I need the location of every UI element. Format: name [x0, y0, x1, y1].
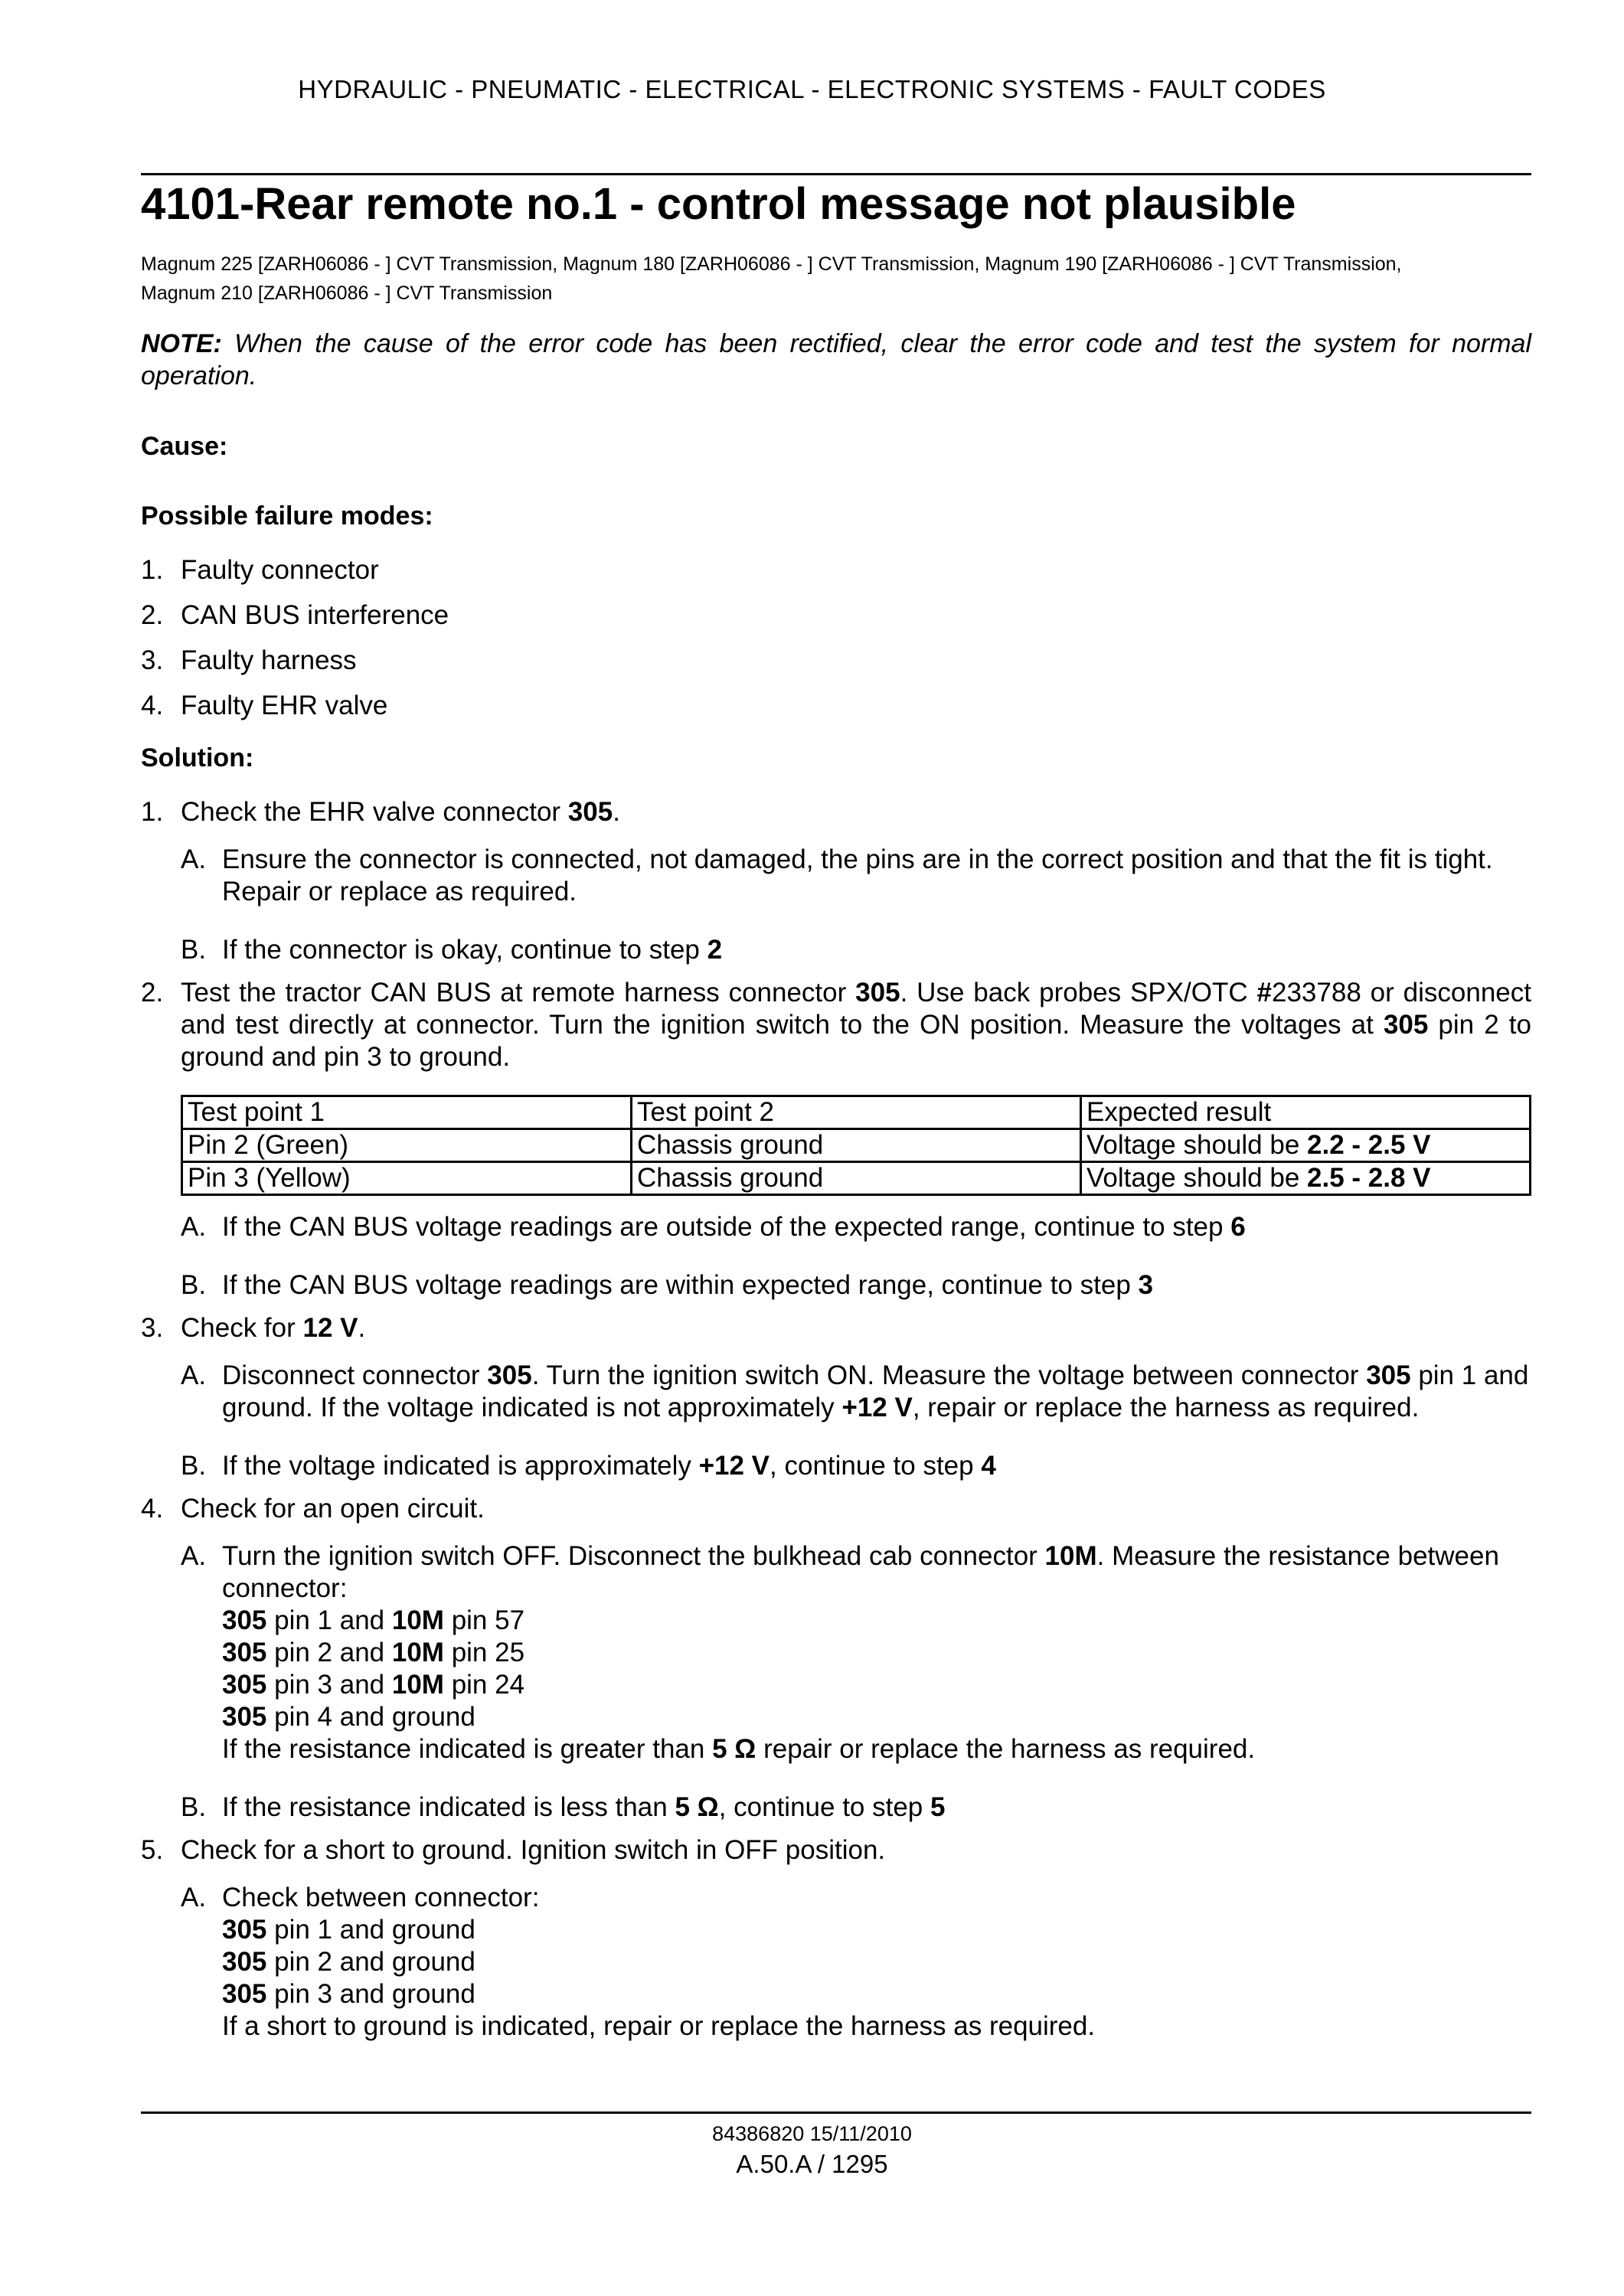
sub-step-text: Disconnect connector	[222, 1360, 488, 1390]
sub-step-a	[181, 1211, 1531, 1243]
sub-step-label: A.	[181, 1360, 207, 1390]
connector-id: 305	[567, 797, 613, 827]
step-ref: 4	[981, 1451, 996, 1481]
sub-step-text-line: Check between connector:	[222, 1883, 540, 1912]
sub-step-label: B.	[181, 935, 207, 965]
sub-step-label: A.	[181, 1541, 207, 1571]
sub-step-text-line	[222, 1540, 1531, 1605]
sub-step-text: repair or replace the harness as required.	[756, 1734, 1256, 1764]
footer-rule	[141, 2111, 1531, 2114]
voltage-range: 2.2 - 2.5 V	[1307, 1130, 1431, 1160]
item-number: 2.	[141, 600, 164, 630]
running-header: HYDRAULIC - PNEUMATIC - ELECTRICAL - ELECTRONIC SYSTEMS - FAULT CODES	[298, 75, 1326, 103]
resistance-value: 5 Ω	[712, 1734, 756, 1764]
applies-to-line: Magnum 225 [ZARH06086 - ] CVT Transmission, Magnum 180 [ZARH06086 - ] CVT Transmission, Magnum 190 [ZARH06086 - ] CVT Transmission,	[141, 253, 1402, 275]
connector-id: 305	[1383, 1010, 1429, 1040]
note	[141, 328, 1531, 392]
failure-modes-heading: Possible failure modes:	[141, 501, 433, 531]
step-number: 4.	[141, 1494, 164, 1524]
result-line: If a short to ground is indicated, repair or replace the harness as required.	[222, 2011, 1096, 2041]
connector-id: 305	[1366, 1360, 1411, 1390]
check-text: pin 4 and ground	[266, 1702, 475, 1732]
table-cell	[1081, 1162, 1531, 1195]
connector-id: 10M	[391, 1670, 444, 1700]
step-text: Check for an open circuit.	[181, 1494, 485, 1524]
page-number: A.50.A / 1295	[736, 2150, 888, 2178]
table-row	[182, 1129, 1531, 1162]
sub-steps	[181, 1211, 1531, 1302]
sub-step-a	[181, 1540, 1531, 1765]
sub-step-text: If the resistance indicated is less than	[222, 1792, 675, 1822]
sub-step-a	[181, 1882, 1531, 2043]
sub-step-text: . Measure the resistance between connector:	[222, 1541, 1499, 1603]
table-cell: Chassis ground	[632, 1129, 1081, 1162]
step-text: .	[613, 797, 620, 827]
item-number: 3.	[141, 645, 164, 675]
connector-id: 305	[222, 1605, 267, 1635]
check-text: pin 2 and	[266, 1638, 392, 1667]
check-text: pin 57	[443, 1605, 525, 1635]
connector-id: 305	[222, 1915, 267, 1945]
check-line	[222, 1701, 1531, 1733]
step-text: .	[358, 1313, 366, 1343]
hash-mark: #	[1256, 978, 1272, 1008]
sub-step-text: . Turn the ignition switch ON. Measure the voltage between connector	[531, 1360, 1367, 1390]
result-line	[222, 1733, 1531, 1765]
check-text: pin 1 and	[266, 1605, 392, 1635]
check-text: pin 3 and	[266, 1670, 392, 1700]
check-text: pin 25	[443, 1638, 525, 1667]
sub-steps	[181, 1882, 1531, 2043]
table-cell	[1081, 1129, 1531, 1162]
step-4	[141, 1493, 1531, 1824]
item-number: 1.	[141, 555, 164, 585]
table-cell: Chassis ground	[632, 1162, 1081, 1195]
sub-step-text: If the voltage indicated is approximately	[222, 1451, 699, 1481]
table-header-row	[182, 1096, 1531, 1129]
sub-step-text: Turn the ignition switch OFF. Disconnect the bulkhead cab connector	[222, 1541, 1045, 1571]
connector-id: 10M	[391, 1605, 444, 1635]
voltage-value: +12 V	[841, 1393, 913, 1422]
step-text: Check for	[181, 1313, 303, 1343]
step-text: Check for a short to ground. Ignition switch in OFF position.	[181, 1835, 886, 1865]
sub-step-text: pin 1 and ground. If the voltage indicated is not approximately	[222, 1360, 1529, 1422]
item-text: Faulty harness	[181, 645, 357, 675]
list-item	[141, 554, 1531, 586]
sub-step-text: If the CAN BUS voltage readings are outside of the expected range, continue to step	[222, 1212, 1231, 1242]
sub-steps	[181, 844, 1531, 966]
step-text: 233788 or disconnect and test directly at connector. Turn the ignition switch to the ON position. Measure the voltages at	[181, 978, 1531, 1040]
connector-id: 305	[222, 1670, 267, 1700]
step-ref: 5	[930, 1792, 946, 1822]
cell-text: Voltage should be	[1086, 1130, 1308, 1160]
sub-step-label: A.	[181, 1883, 207, 1912]
item-text: Faulty connector	[181, 555, 379, 585]
check-line	[222, 1978, 1531, 2010]
check-text: pin 24	[443, 1670, 525, 1700]
sub-step-label: B.	[181, 1270, 207, 1300]
step-number: 5.	[141, 1835, 164, 1865]
step-text: . Use back probes SPX/OTC	[900, 978, 1257, 1008]
sub-step-text: , continue to step	[718, 1792, 930, 1822]
applies-to	[141, 250, 1531, 308]
page-content	[141, 175, 1531, 2053]
test-point-table	[181, 1095, 1531, 1196]
step-number: 1.	[141, 797, 164, 827]
step-number: 3.	[141, 1313, 164, 1343]
failure-modes-list	[141, 554, 1531, 722]
step-ref: 3	[1138, 1270, 1153, 1300]
check-line	[222, 1605, 1531, 1637]
check-line	[222, 1914, 1531, 1946]
sub-step-text: , repair or replace the harness as required.	[912, 1393, 1420, 1422]
sub-step-b	[181, 1269, 1531, 1302]
list-item	[141, 599, 1531, 632]
item-number: 4.	[141, 691, 164, 720]
step-text: pin 2 to ground and pin 3 to ground.	[181, 1010, 1531, 1072]
step-5	[141, 1834, 1531, 2043]
sub-step-a	[181, 1360, 1531, 1424]
solution-heading: Solution:	[141, 743, 254, 772]
sub-step-text: If the resistance indicated is greater than	[222, 1734, 713, 1764]
list-item	[141, 690, 1531, 722]
check-text: pin 1 and ground	[266, 1915, 475, 1945]
table-cell: Pin 3 (Yellow)	[182, 1162, 632, 1195]
step-number: 2.	[141, 978, 164, 1008]
step-2	[141, 977, 1531, 1302]
sub-step-text: Ensure the connector is connected, not damaged, the pins are in the correct position and that the fit is tight. Repair or replace as required.	[222, 844, 1493, 906]
sub-step-b	[181, 934, 1531, 966]
sub-step-label: A.	[181, 844, 207, 874]
voltage-range: 2.5 - 2.8 V	[1307, 1163, 1431, 1193]
sub-step-text: If the CAN BUS voltage readings are within expected range, continue to step	[222, 1270, 1139, 1300]
item-text: CAN BUS interference	[181, 600, 449, 630]
check-line	[222, 1637, 1531, 1669]
connector-id: 10M	[391, 1638, 444, 1667]
connector-id: 305	[487, 1360, 532, 1390]
voltage-value: 12 V	[302, 1313, 358, 1343]
sub-step-b	[181, 1450, 1531, 1482]
step-3	[141, 1312, 1531, 1482]
connector-id: 305	[222, 1979, 267, 2009]
step-text: Check the EHR valve connector	[181, 797, 568, 827]
connector-id: 305	[222, 1702, 267, 1732]
sub-step-body	[222, 1882, 1531, 2043]
sub-step-label: B.	[181, 1451, 207, 1481]
cell-text: Voltage should be	[1086, 1163, 1308, 1193]
table-cell: Pin 2 (Green)	[182, 1129, 632, 1162]
check-line	[222, 1669, 1531, 1701]
sub-step-a	[181, 844, 1531, 908]
list-item	[141, 645, 1531, 677]
step-ref: 2	[707, 935, 723, 965]
step-text: Test the tractor CAN BUS at remote harness connector	[181, 978, 856, 1008]
applies-to-line: Magnum 210 [ZARH06086 - ] CVT Transmission	[141, 283, 553, 304]
sub-step-label: B.	[181, 1792, 207, 1822]
connector-id: 305	[855, 978, 900, 1008]
check-text: pin 2 and ground	[266, 1947, 475, 1977]
table-row	[182, 1162, 1531, 1195]
connector-id: 10M	[1044, 1541, 1097, 1571]
table-header: Expected result	[1081, 1096, 1531, 1129]
sub-step-body	[222, 1540, 1531, 1765]
item-text: Faulty EHR valve	[181, 691, 388, 720]
sub-step-label: A.	[181, 1212, 207, 1242]
check-line	[222, 1946, 1531, 1978]
table-header: Test point 1	[182, 1096, 632, 1129]
table-header: Test point 2	[632, 1096, 1081, 1129]
sub-step-text: If the connector is okay, continue to step	[222, 935, 707, 965]
voltage-value: +12 V	[698, 1451, 770, 1481]
resistance-value: 5 Ω	[675, 1792, 719, 1822]
step-1	[141, 796, 1531, 966]
connector-id: 305	[222, 1638, 267, 1667]
sub-steps	[181, 1540, 1531, 1824]
sub-step-text: , continue to step	[770, 1451, 982, 1481]
document-code: 84386820 15/11/2010	[712, 2122, 912, 2145]
note-text: When the cause of the error code has been rectified, clear the error code and test the system for normal operation.	[141, 329, 1531, 390]
connector-id: 305	[222, 1947, 267, 1977]
note-label: NOTE:	[141, 329, 222, 358]
cause-heading: Cause:	[141, 432, 228, 461]
sub-steps	[181, 1360, 1531, 1482]
solution-steps	[141, 796, 1531, 2043]
page-title: 4101-Rear remote no.1 - control message not plausible	[141, 179, 1296, 229]
check-text: pin 3 and ground	[266, 1979, 475, 2009]
step-ref: 6	[1230, 1212, 1246, 1242]
sub-step-b	[181, 1791, 1531, 1824]
